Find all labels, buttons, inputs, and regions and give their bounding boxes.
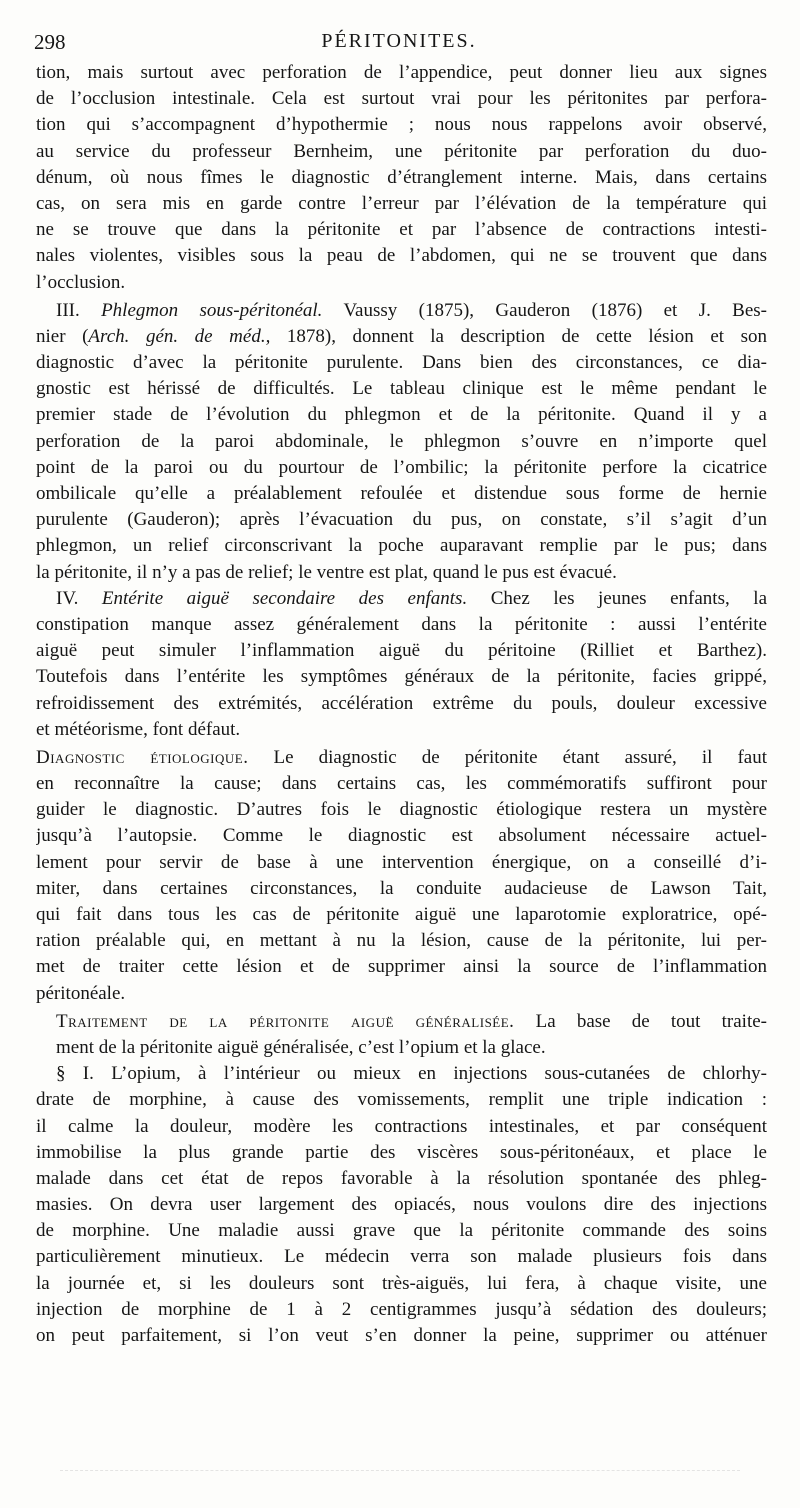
page-bottom-edge [60,1470,740,1473]
text-line: l’occlusion. [36,271,126,293]
text-line [36,745,767,771]
text-line [36,1009,767,1035]
text-line: la péritonite, il n’y a pas de relief; le ventre est plat, quand le pus est évacué. [36,561,617,583]
italic-text: Entérite aiguë secondaire des enfants. [101,587,468,609]
text-line: particulièrement minutieux. Le médecin verra son malade plusieurs fois dans [36,1246,767,1268]
text-line: aiguë peut simuler l’inflammation aiguë du péritoine (Rilliet et Barthez). [36,640,767,662]
text-run: Vaussy (1875), Gauderon (1876) et J. Bes- [322,299,767,321]
text-line: de morphine. Une maladie aussi grave que la péritonite commande des soins [36,1220,767,1242]
text-run: IV. [56,587,102,609]
text-run: La base de tout traite- [514,1010,767,1032]
text-line: drate de morphine, à cause des vomissements, remplit une triple indication : [36,1089,767,1111]
text-line: point de la paroi ou du pourtour de l’ombilic; la péritonite perfore la cicatrice [36,456,767,478]
text-line [36,298,767,324]
section-heading: Traitement de la péritonite aiguë généralisée. [56,1010,515,1032]
section-heading: Diagnostic étiologique. [36,746,249,768]
text-line: miter, dans certaines circonstances, la conduite audacieuse de Lawson Tait, [36,877,767,899]
text-line: nales violentes, visibles sous la peau de l’abdomen, qui ne se trouvent que dans [36,245,767,267]
text-line: masies. On devra user largement des opiacés, nous voulons dire des injections [36,1194,767,1216]
text-run: III. [56,299,102,321]
text-line: de l’occlusion intestinale. Cela est surtout vrai pour les péritonites par perfora- [36,88,767,110]
running-title: PÉRITONITES. [321,30,477,52]
text-line [36,586,767,612]
italic-text: Arch. gén. de méd., [88,325,271,347]
text-line: dénum, où nous fîmes le diagnostic d’étranglement interne. Mais, dans certains [36,166,767,188]
text-line: injection de morphine de 1 à 2 centigrammes jusqu’à sédation des douleurs; [36,1298,767,1320]
text-line: jusqu’à l’autopsie. Comme le diagnostic est absolument nécessaire actuel- [36,825,767,847]
text-line: péritonéale. [36,982,126,1004]
italic-text: Phlegmon sous-péritonéal. [101,299,323,321]
text-run: 1878), donnent la description de cette lésion et son [270,325,767,347]
text-line: constipation manque assez généralement dans la péritonite : aussi l’entérite [36,613,767,635]
text-run: Chez les jeunes enfants, la [467,587,767,609]
text-line: met de traiter cette lésion et de supprimer ainsi la source de l’inflammation [36,956,767,978]
page-header [34,26,764,56]
text-line: tion qui s’accompagnent d’hypothermie ; nous nous rappelons avoir observé, [36,114,767,136]
text-run: Le diagnostic de péritonite étant assuré, il faut [248,746,767,768]
text-line [36,324,767,350]
text-line: la journée et, si les douleurs sont très-aiguës, lui fera, à chaque visite, une [36,1272,767,1294]
text-run: nier ( [36,325,89,347]
text-line: phlegmon, un relief circonscrivant la poche auparavant remplie par le pus; dans [36,535,767,557]
text-line: au service du professeur Bernheim, une péritonite par perforation du duo- [36,140,767,162]
text-line: qui fait dans tous les cas de péritonite aiguë une laparotomie exploratrice, opé- [36,904,767,925]
text-line: immobilise la plus grande partie des viscères sous-péritonéaux, et place le [36,1141,767,1163]
text-line: perforation de la paroi abdominale, le phlegmon s’ouvre en n’importe quel [36,430,767,452]
text-line: tion, mais surtout avec perforation de l’appendice, peut donner lieu aux signes [36,62,767,83]
text-line: malade dans cet état de repos favorable à la résolution spontanée des phleg- [36,1167,767,1189]
text-line: premier stade de l’évolution du phlegmon et de la péritonite. Quand il y a [36,404,767,426]
text-line: ne se trouve que dans la péritonite et par l’absence de contractions intesti- [36,219,767,241]
text-line: purulente (Gauderon); après l’évacuation du pus, on constate, s’il s’agit d’un [36,509,767,531]
text-line: il calme la douleur, modère les contractions intestinales, et par conséquent [36,1115,767,1137]
text-line: ment de la péritonite aiguë généralisée, c’est l’opium et la glace. [56,1036,546,1058]
text-line: ombilicale qu’elle a préalablement refoulée et distendue sous forme de hernie [36,483,767,504]
text-line: et météorisme, font défaut. [36,718,241,740]
text-line: on peut parfaitement, si l’on veut s’en donner la peine, supprimer ou atténuer [36,1325,767,1346]
text-line: ration préalable qui, en mettant à nu la lésion, cause de la péritonite, lui per- [36,930,767,952]
text-line: refroidissement des extrémités, accélération extrême du pouls, douleur excessive [36,692,767,714]
text-line: guider le diagnostic. D’autres fois le diagnostic étiologique restera un mystère [36,799,767,821]
text-line: lement pour servir de base à une intervention énergique, on a conseillé d’i- [36,851,767,873]
text-line: en reconnaître la cause; dans certains cas, les commémoratifs suffiront pour [36,773,767,795]
body-text [36,60,767,1349]
page-number: 298 [34,30,66,54]
text-line: gnostic est hérissé de difficultés. Le tableau clinique est le même pendant le [36,378,767,400]
text-line: cas, on sera mis en garde contre l’erreur par l’élévation de la température qui [36,192,767,214]
text-line: § I. L’opium, à l’intérieur ou mieux en injections sous-cutanées de chlorhy- [56,1063,767,1085]
text-line: Toutefois dans l’entérite les symptômes généraux de la péritonite, facies grippé, [36,666,767,688]
text-line: diagnostic d’avec la péritonite purulente. Dans bien des circonstances, ce dia- [36,352,767,374]
